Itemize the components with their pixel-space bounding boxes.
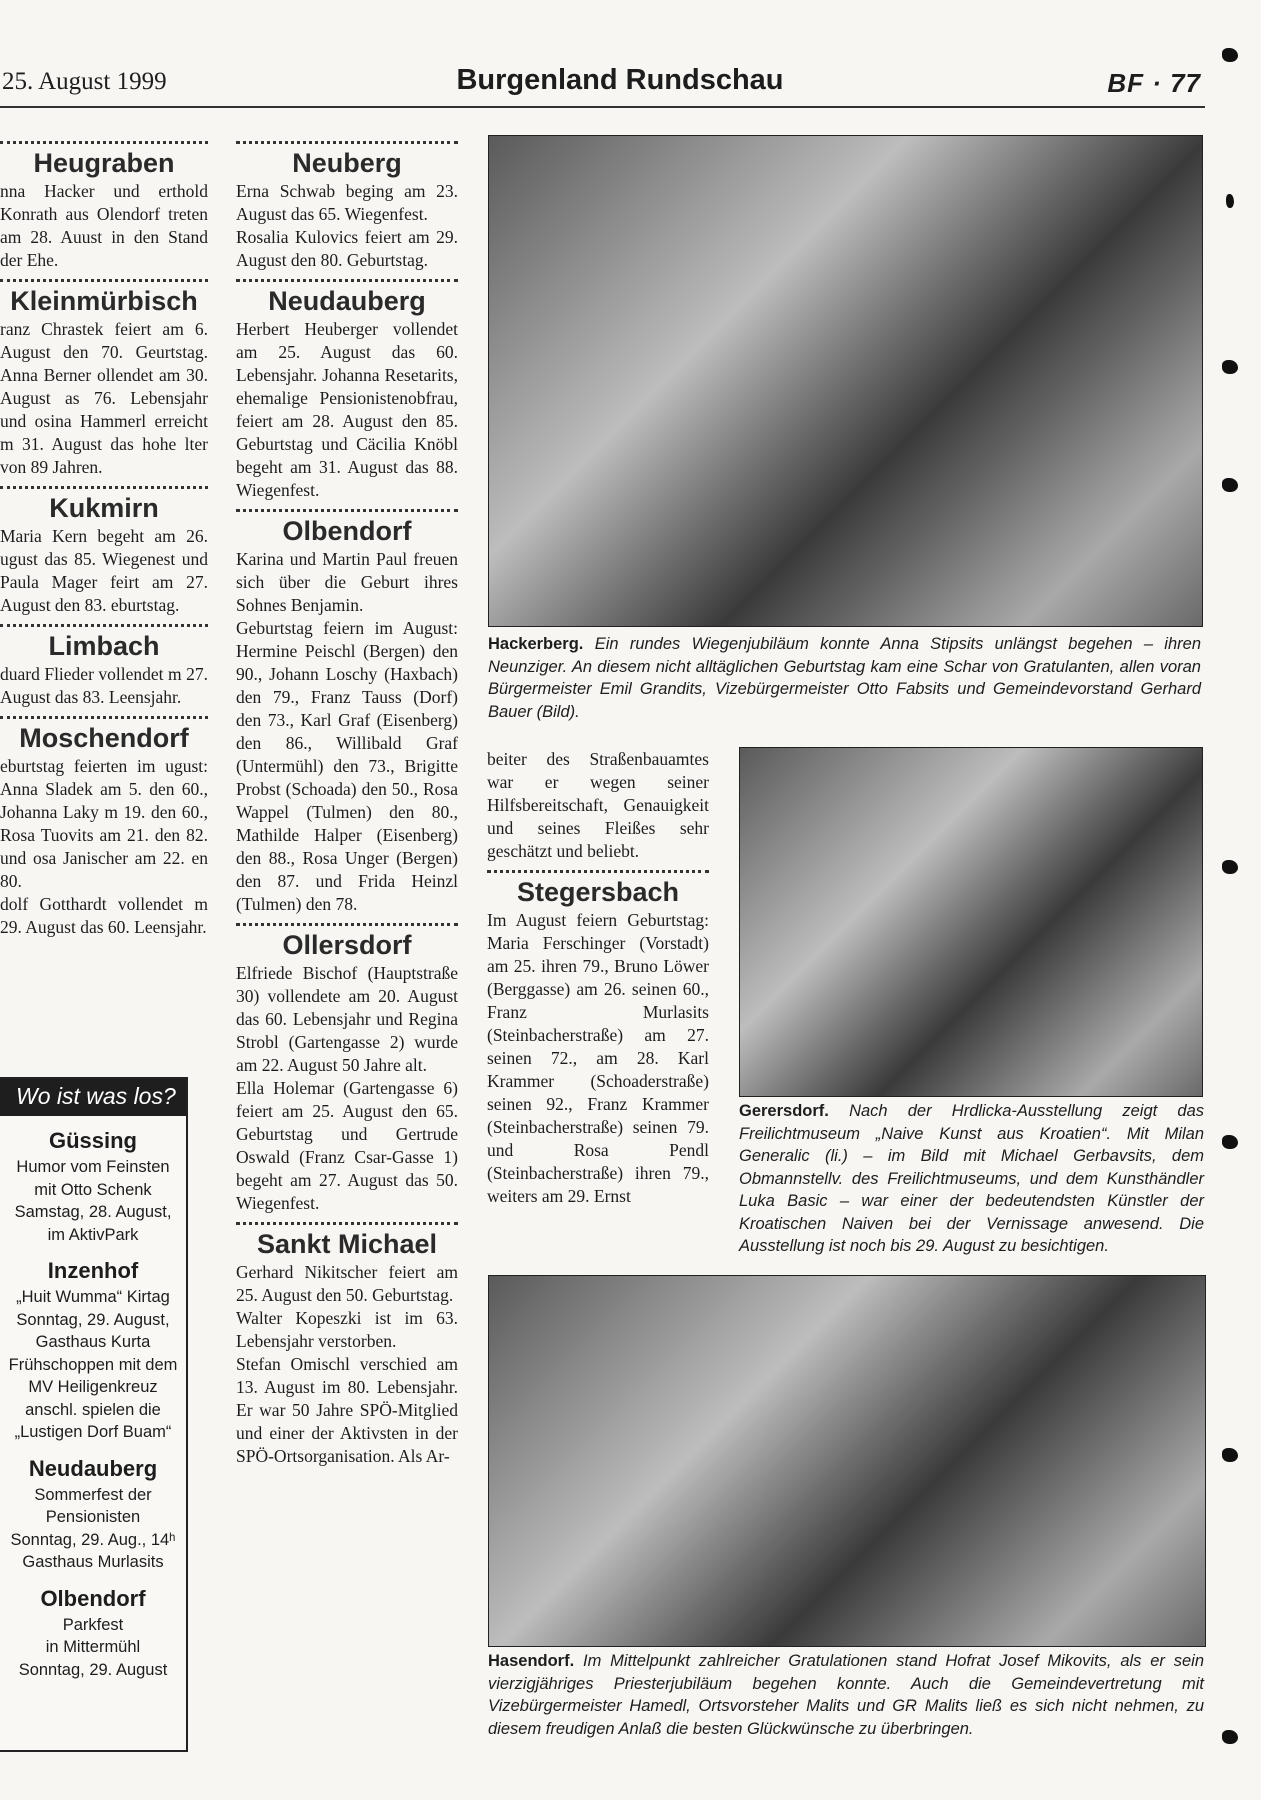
scan-mark-icon	[1226, 194, 1234, 208]
events-box-title: Wo ist was los?	[0, 1079, 186, 1116]
article-text: eburtstag feierten im ugust: Anna Sladek am 5. den 60., Johanna Laky m 19. den 60., Rosa Tuovits am 21. den 82. und osa Janischer am 22. en 80.	[0, 756, 208, 891]
article-continuation: beiter des Straßenbauamtes war er wegen seiner Hilfsbereitschaft, Genauigkeit und seines Fleißes sehr geschätzt und beliebt.	[487, 749, 709, 861]
event-detail: Parkfest	[62, 1615, 124, 1634]
dotted-divider	[0, 279, 208, 282]
section-heading: Neudauberg	[268, 286, 426, 316]
event-place: Olbendorf	[40, 1585, 146, 1611]
event-detail: Samstag, 28. August,	[14, 1203, 172, 1221]
scan-mark-icon	[1222, 1730, 1238, 1744]
article-text: Geburtstag feiern im August: Hermine Peischl (Bergen) den 90., Johann Loschy (Haxbach) den 79., Franz Tauss (Dorf) den 73., Karl Graf (Eisenberg) den 86., Willibald Graf (Untermühl) den 73., Brigitte Probst (Schoada) den 50., Rosa Wappel (Tulmen) den 80., Mathilde Halper (Eisenberg) den 88., Rosa Unger (Bergen) den 87. und Frida Heinzl (Tulmen) den 78.	[236, 618, 458, 914]
scan-mark-icon	[1222, 860, 1238, 874]
event-detail: anschl. spielen die	[25, 1400, 161, 1419]
caption-text: Nach der Hrdlicka-Ausstellung zeigt das Freilichtmuseum „Naive Kunst aus Kroatien“. Mit Milan Generalic (li.) – im Bild mit Michael Gerbavsits, dem Obmannstellv. des Freilichtmuseums, und dem Kunsthändler Luka Basic – war einer der bedeutendsten Künstler der Kroatischen Naiven bei der Vernissage anwesend. Die Ausstellung ist noch bis 29. August zu besichtigen.	[739, 1102, 1204, 1255]
article-text: Elfriede Bischof (Hauptstraße 30) vollendete am 20. August das 60. Lebensjahr und Regina Strobl (Gartengasse 2) wurde am 22. August 50 Jahre alt.	[236, 963, 458, 1075]
column-2	[236, 134, 458, 1468]
dotted-divider	[0, 486, 208, 489]
photo-hasendorf	[488, 1275, 1206, 1647]
header-rule	[0, 106, 1205, 108]
scan-mark-icon	[1222, 360, 1238, 374]
page-number: BF · 77	[1107, 68, 1201, 98]
event-detail: Sonntag, 29. August,	[16, 1310, 170, 1329]
caption-hasendorf	[488, 1650, 1204, 1740]
event-detail: Pensionisten	[45, 1508, 141, 1526]
section-heading: Sankt Michael	[256, 1229, 438, 1259]
caption-gerersdorf	[739, 1100, 1204, 1258]
article-text: Maria Kern begeht am 26. ugust das 85. Wiegenest und Paula Mager feirt am 27. August den 83. eburtstag.	[0, 526, 208, 615]
event-detail: „Huit Wumma“ Kirtag	[16, 1288, 170, 1306]
column-3	[487, 748, 709, 1208]
section-heading: Kukmirn	[49, 493, 159, 523]
photo-hackerberg	[488, 135, 1203, 627]
dotted-divider	[236, 923, 458, 926]
dotted-divider	[236, 141, 458, 144]
section-heading: Ollersdorf	[282, 930, 412, 960]
newspaper-title: Burgenland Rundschau	[456, 64, 784, 96]
caption-text: Im Mittelpunkt zahlreicher Gratulationen stand Hofrat Josef Mikovits, als er sein vierzigjähriges Priesterjubiläum begehen konnte. Auch die Gemeindevertretung mit Vizebürgermeister Hamedl, Ortsvorsteher Malits und GR Malits ließ es sich nicht nehmen, zu diesem freudigen Anlaß die besten Glückwünsche zu überbringen.	[488, 1652, 1204, 1738]
event-detail: Sommerfest der	[34, 1485, 152, 1504]
events-box	[0, 1077, 188, 1752]
article-text: duard Flieder vollendet m 27. August das 83. Leensjahr.	[0, 664, 208, 707]
caption-place: Hasendorf.	[488, 1652, 575, 1670]
article-text: Stefan Omischl verschied am 13. August im 80. Lebensjahr. Er war 50 Jahre SPÖ-Mitglied und einer der Aktivsten in der SPÖ-Ortsorganisation. Als Ar-	[236, 1354, 458, 1466]
event-detail: Gasthaus Kurta	[35, 1333, 151, 1351]
photo-gerersdorf	[739, 747, 1203, 1097]
section-heading: Limbach	[48, 631, 160, 661]
article-text: Rosalia Kulovics feiert am 29. August den 80. Geburtstag.	[236, 227, 458, 270]
event-detail: Humor vom Feinsten	[16, 1158, 170, 1176]
article-text: dolf Gotthardt vollendet m 29. August das 60. Leensjahr.	[0, 894, 208, 937]
column-1	[0, 134, 208, 939]
dotted-divider	[236, 279, 458, 282]
dotted-divider	[0, 624, 208, 627]
section-heading: Neuberg	[292, 148, 402, 178]
scan-mark-icon	[1222, 48, 1238, 62]
article-text: ranz Chrastek feiert am 6. August den 70. Geurtstag. Anna Berner ollendet am 30. August as 76. Lebensjahr und osina Hammerl erreicht m 31. August das hohe lter von 89 Jahren.	[0, 319, 208, 477]
scan-mark-icon	[1222, 1448, 1238, 1462]
section-heading: Heugraben	[33, 148, 175, 178]
dotted-divider	[487, 870, 709, 873]
scan-mark-icon	[1222, 478, 1238, 492]
article-text: Ella Holemar (Gartengasse 6) feiert am 25. August den 65. Geburtstag und Gertrude Oswald (Franz Csar-Gasse 1) begeht am 27. August das 50. Wiegenfest.	[236, 1078, 458, 1213]
event-detail: im AktivPark	[47, 1225, 139, 1244]
dotted-divider	[0, 141, 208, 144]
event-detail: Sonntag, 29. August	[18, 1660, 168, 1679]
issue-date: 25. August 1999	[2, 68, 167, 95]
event-detail: mit Otto Schenk	[34, 1180, 152, 1199]
event-detail: in Mittermühl	[45, 1638, 141, 1656]
dotted-divider	[236, 509, 458, 512]
caption-text: Ein rundes Wiegenjubiläum konnte Anna Stipsits unlängst begehen – ihren Neunziger. An diesem nicht alltäglichen Geburtstag kam eine Schar von Gratulanten, allen voran Bürgermeister Emil Grandits, Vizebürgermeister Otto Fabsits und Gemeindevorstand Gerhard Bauer (Bild).	[488, 635, 1201, 721]
event-detail: Sonntag, 29. Aug., 14ʰ	[10, 1530, 176, 1549]
caption-hackerberg	[488, 633, 1201, 723]
article-text: Walter Kopeszki ist im 63. Lebensjahr verstorben.	[236, 1308, 458, 1351]
article-text: Herbert Heuberger vollendet am 25. August das 60. Lebensjahr. Johanna Resetarits, ehemalige Pensionistenobfrau, feiert am 28. August den 85. Geburtstag und Cäcilia Knöbl begeht am 31. August das 88. Wiegenfest.	[236, 319, 458, 500]
article-text: Erna Schwab beging am 23. August das 65. Wiegenfest.	[236, 181, 458, 224]
section-heading: Moschendorf	[19, 723, 189, 753]
dotted-divider	[236, 1222, 458, 1225]
dotted-divider	[0, 716, 208, 719]
event-detail: Frühschoppen mit dem	[8, 1355, 178, 1374]
scan-mark-icon	[1222, 1135, 1238, 1149]
article-text: Karina und Martin Paul freuen sich über die Geburt ihres Sohnes Benjamin.	[236, 549, 458, 615]
event-place: Güssing	[48, 1128, 137, 1153]
event-detail: „Lustigen Dorf Buam“	[14, 1423, 172, 1441]
section-heading: Olbendorf	[282, 516, 412, 546]
event-detail: Gasthaus Murlasits	[22, 1553, 164, 1571]
event-place: Neudauberg	[28, 1455, 158, 1481]
caption-place: Gerersdorf.	[739, 1102, 829, 1120]
caption-place: Hackerberg.	[488, 635, 584, 653]
section-heading: Stegersbach	[516, 877, 680, 907]
article-text: nna Hacker und erthold Konrath aus Olendorf treten am 28. Auust in den Stand der Ehe.	[0, 181, 208, 270]
article-text: Im August feiern Geburtstag: Maria Ferschinger (Vorstadt) am 25. ihren 79., Bruno Löwer (Berggasse) am 26. seinen 60., Franz Murlasits (Steinbacherstraße) am 27. seinen 72., am 28. Karl Krammer (Schoaderstraße) seinen 92., Franz Krammer (Steinbacherstraße) seinen 79. und Rosa Pendl (Steinbacherstraße) ihren 79., weiters am 29. Ernst	[487, 910, 709, 1206]
event-detail: MV Heiligenkreuz	[28, 1378, 158, 1396]
article-text: Gerhard Nikitscher feiert am 25. August den 50. Geburtstag.	[236, 1262, 458, 1305]
section-heading: Kleinmürbisch	[10, 286, 198, 316]
event-place: Inzenhof	[47, 1258, 139, 1283]
